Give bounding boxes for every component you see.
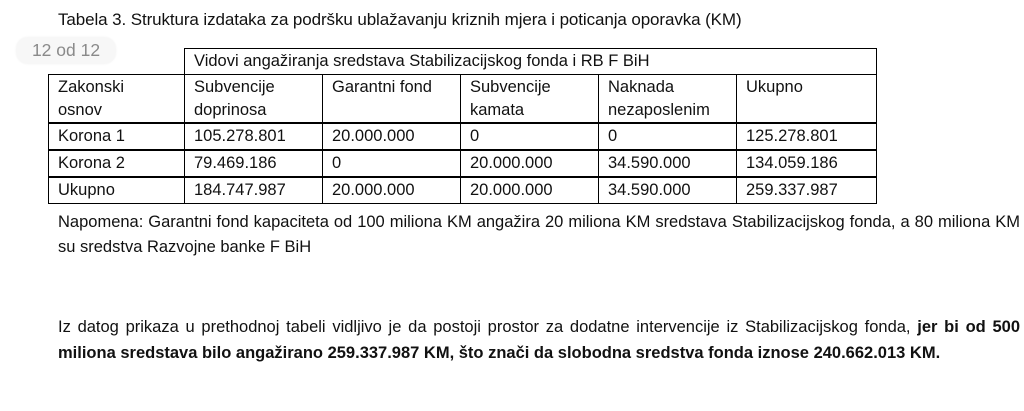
table-row <box>49 150 877 177</box>
paragraph-bold-text: jer bi od 500 miliona sredstava bilo angažirano 259.337.987 KM, što znači da slobodna sredstva fonda iznose 240.662.013 KM. <box>58 318 1020 362</box>
header-cell-ukupno <box>737 75 877 124</box>
table-cell: Ukupno <box>49 177 185 204</box>
table-cell: 20.000.000 <box>323 123 461 150</box>
table-cell: 0 <box>461 123 599 150</box>
header-line: osnov <box>58 101 103 119</box>
table-cell: 0 <box>323 150 461 177</box>
header-line: Naknada <box>608 78 675 96</box>
table-cell: 34.590.000 <box>599 177 737 204</box>
header-cell-zakonski-osnov <box>49 75 185 124</box>
header-line: doprinosa <box>194 101 267 119</box>
table-cell: 105.278.801 <box>185 123 323 150</box>
expenditure-table <box>48 48 877 204</box>
group-header-cell: Vidovi angažiranja sredstava Stabilizacijskog fonda i RB F BiH <box>185 49 877 75</box>
header-line: Ukupno <box>746 78 803 96</box>
header-line: kamata <box>470 101 525 119</box>
header-line: Garantni fond <box>332 78 432 96</box>
header-line: Subvencije <box>194 78 275 96</box>
table-cell: 20.000.000 <box>323 177 461 204</box>
table-cell: Korona 2 <box>49 150 185 177</box>
header-cell-naknada-nezaposlenim <box>599 75 737 124</box>
column-header-row <box>49 75 877 124</box>
header-cell-subvencije-doprinosa <box>185 75 323 124</box>
header-cell-subvencije-kamata <box>461 75 599 124</box>
header-line: Zakonski <box>58 78 125 96</box>
table-cell: 34.590.000 <box>599 150 737 177</box>
header-line: Subvencije <box>470 78 551 96</box>
page-indicator-badge: 12 od 12 <box>16 37 116 64</box>
table-note: Napomena: Garantni fond kapaciteta od 100 miliona KM angažira 20 miliona KM sredstava Stabilizacijskog fonda, a 80 miliona KM su sredstva Razvojne banke F BiH <box>58 213 1020 256</box>
expenditure-table-wrapper <box>48 48 877 204</box>
paragraph-normal-text: Iz datog prikaza u prethodnoj tabeli vidljivo je da postoji prostor za dodatne intervencije iz Stabilizacijskog fonda, <box>58 318 918 336</box>
summary-paragraph <box>58 314 1020 366</box>
table-cell: 0 <box>599 123 737 150</box>
table-cell: 125.278.801 <box>737 123 877 150</box>
header-cell-garantni-fond <box>323 75 461 124</box>
table-cell: 184.747.987 <box>185 177 323 204</box>
table-row <box>49 177 877 204</box>
table-row <box>49 123 877 150</box>
header-line: nezaposlenim <box>608 101 710 119</box>
table-cell: 20.000.000 <box>461 177 599 204</box>
table-cell: 134.059.186 <box>737 150 877 177</box>
table-caption: Tabela 3. Struktura izdataka za podršku ublažavanju kriznih mjera i poticanja oporavka (KM) <box>58 10 742 29</box>
table-cell: 259.337.987 <box>737 177 877 204</box>
group-header-row <box>49 49 877 75</box>
table-cell: 20.000.000 <box>461 150 599 177</box>
table-cell: 79.469.186 <box>185 150 323 177</box>
table-cell: Korona 1 <box>49 123 185 150</box>
